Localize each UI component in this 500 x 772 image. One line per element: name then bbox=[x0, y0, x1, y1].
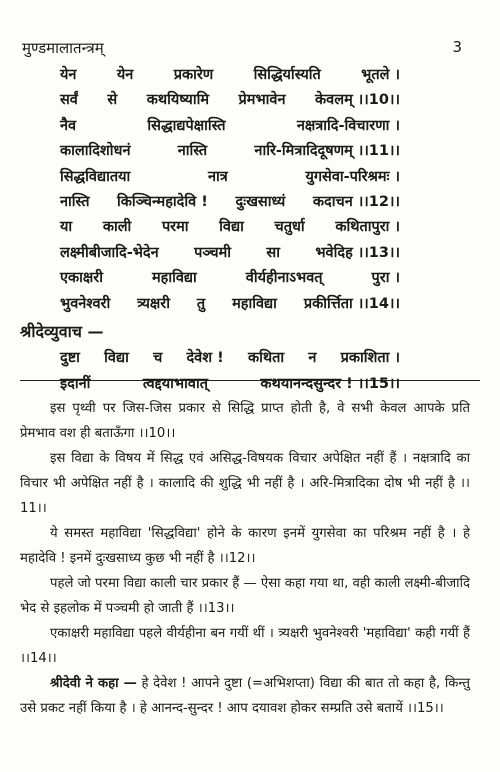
translation-paragraph bbox=[20, 671, 470, 721]
verse-word: येन bbox=[116, 67, 134, 83]
verse-line bbox=[60, 115, 400, 135]
translation-paragraph: इस पृथ्वी पर जिस-जिस प्रकार से सिद्धि प्राप्त होती है, वे सभी केवल आपके प्रति प्रेमभाव वश ही बताऊँगा ।।10।। bbox=[20, 401, 470, 441]
verse-word: युगसेवा-परिश्रमः । bbox=[305, 168, 400, 185]
verse-line bbox=[60, 191, 400, 211]
verse-word: त्र्यक्षरी bbox=[137, 295, 170, 312]
verse-word: परमा bbox=[161, 219, 189, 236]
separator-rule bbox=[20, 380, 480, 381]
verse-word: से bbox=[107, 92, 118, 109]
speaker-heading: श्रीदेव्युवाच — bbox=[20, 322, 104, 341]
verse-word: काली bbox=[102, 219, 132, 236]
verse-word: प्रकीर्त्तिता ।।14।। bbox=[303, 295, 400, 312]
verse-word: इदानीं bbox=[60, 375, 91, 392]
verse-word: च bbox=[153, 350, 163, 367]
verse-word: तु bbox=[196, 295, 206, 312]
verse-word: नात्र bbox=[207, 168, 228, 185]
page-header bbox=[22, 38, 462, 60]
verse-word: दुःखसाध्यं bbox=[235, 194, 286, 210]
verse-word: प्रकारेण bbox=[173, 67, 214, 83]
verse-word: नारि-मित्रादिदूषणम् ।।11।। bbox=[254, 143, 400, 160]
verse-line bbox=[60, 64, 400, 84]
verse-word: सिद्धिर्यास्यति bbox=[253, 67, 321, 83]
page-number: 3 bbox=[452, 38, 462, 56]
verse-line bbox=[60, 373, 400, 393]
verse-word: महाविद्या bbox=[232, 295, 277, 312]
verse-word: पुरा । bbox=[371, 270, 400, 287]
verse-line bbox=[60, 267, 400, 287]
verse-word: विद्या bbox=[104, 350, 129, 367]
verse-word: महाविद्या bbox=[151, 270, 197, 287]
verse-word: विद्या bbox=[219, 219, 244, 236]
verse-line bbox=[60, 347, 400, 367]
verse-word: केवलम् ।।10।। bbox=[315, 92, 400, 109]
verse-word: प्रेमभावेन bbox=[238, 92, 286, 109]
verse-line bbox=[60, 166, 400, 186]
verse-word: वीर्यहीनाऽभवत् bbox=[245, 270, 323, 287]
verse-line bbox=[60, 242, 400, 262]
translation-paragraph: एकाक्षरी महाविद्या पहले वीर्यहीना बन गयीं थीं । त्र्यक्षरी भुवनेश्वरी 'महाविद्या' कही गयीं हैं ।।14।। bbox=[20, 626, 470, 666]
translation-paragraph: ये समस्त महाविद्या 'सिद्धविद्या' होने के कारण इनमें युगसेवा का परिश्रम नहीं है । हे महादेवि ! इनमें दुःखसाध्य कुछ भी नहीं है ।।12।। bbox=[20, 526, 470, 566]
verse-line bbox=[60, 89, 400, 109]
verse-word: कथयानन्दसुन्दर ! ।।15।। bbox=[260, 375, 400, 392]
verse-word: चतुर्धा bbox=[274, 219, 305, 236]
translation-paragraph: पहले जो परमा विद्या काली चार प्रकार हैं — ऐसा कहा गया था, वही काली लक्ष्मी-बीजादि भेद से इहलोक में पञ्चमी हो जाती हैं ।।13।। bbox=[20, 576, 470, 616]
verse-word: किञ्चिन्महादेवि ! bbox=[117, 194, 208, 210]
verse-word: त्वद्दयाभावात् bbox=[142, 375, 208, 392]
translation-paragraph: इस विद्या के विषय में सिद्ध एवं असिद्ध-विषयक विचार अपेक्षित नहीं हैं । नक्षत्रादि का विचार भी अपेक्षित नहीं है । कालादि की शुद्धि भी नहीं है । अरि-मित्रादिका दोष भी नहीं है ।।11।। bbox=[20, 451, 470, 516]
verse-line bbox=[60, 293, 400, 313]
running-title: मुण्डमालातन्त्रम् bbox=[22, 39, 104, 57]
verse-word: कथयिष्यामि bbox=[146, 92, 210, 109]
verse-word: न bbox=[308, 350, 317, 367]
translation-text: हे देवेश ! आपने दुष्टा (=अभिशप्ता) विद्या की बात तो कहा है, किन्तु उसे प्रकट नहीं किया है । हे आनन्द-सुन्दर ! आप दयावश होकर सम्प्रति उसे बतायें ।।15।। bbox=[20, 676, 470, 716]
translation-speaker: श्रीदेवी ने कहा — bbox=[50, 676, 137, 691]
verse-word: कथितापुरा । bbox=[335, 219, 400, 236]
verse-word: येन bbox=[60, 67, 77, 83]
verse-word: एकाक्षरी bbox=[60, 270, 103, 287]
verse-word: लक्ष्मीबीजादि-भेदेन bbox=[60, 244, 159, 261]
verse-word: नास्ति bbox=[177, 143, 208, 160]
verse-word: सा bbox=[266, 244, 280, 261]
verse-word: भुवनेश्वरी bbox=[60, 295, 111, 312]
verse-word: भवेदिह ।।13।। bbox=[315, 244, 400, 261]
verse-word: पञ्चमी bbox=[194, 244, 232, 261]
verse-word: प्रकाशिता । bbox=[340, 350, 400, 367]
verse-word: कदाचन ।।12।। bbox=[312, 194, 400, 210]
verse-line bbox=[60, 140, 400, 160]
verse-word: दुष्टा bbox=[60, 350, 80, 367]
verse-word: या bbox=[60, 219, 73, 236]
verse-word: देवेश ! bbox=[186, 350, 224, 367]
verse-word: नास्ति bbox=[60, 194, 90, 210]
verse-word: कथिता bbox=[247, 350, 285, 367]
verse-line bbox=[60, 216, 400, 236]
verse-word: सर्वं bbox=[60, 92, 78, 109]
verse-word: नैव bbox=[60, 117, 77, 134]
verse-word: सिद्धाद्यपेक्षास्ति bbox=[147, 117, 226, 134]
verse-word: नक्षत्रादि-विचारणा । bbox=[296, 117, 400, 134]
verse-word: भूतले । bbox=[361, 67, 400, 83]
verse-word: कालादिशोधनं bbox=[60, 143, 131, 160]
verse-word: सिद्धविद्यातया bbox=[60, 168, 131, 185]
